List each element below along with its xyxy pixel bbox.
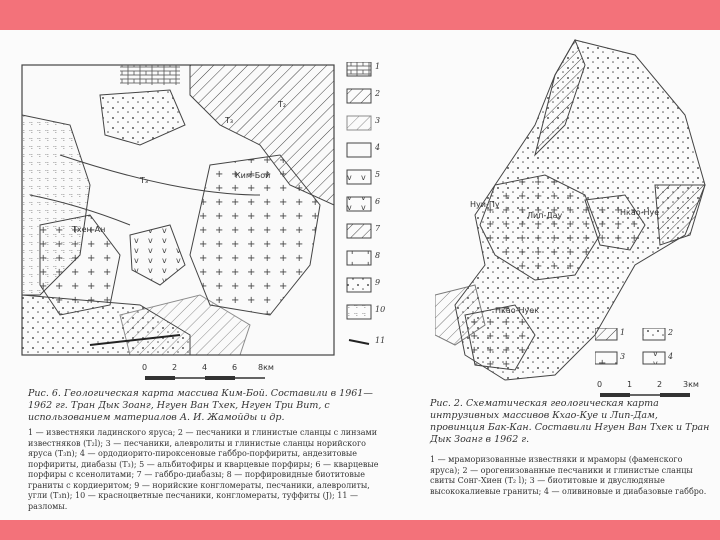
legend-num-11: 11: [375, 336, 386, 345]
right-scale-2: 2: [657, 380, 663, 389]
legend-num-9: 9: [375, 278, 381, 287]
label-nkao-nue: Нкао-Нуе: [620, 208, 660, 217]
label-t3-b: T₃: [140, 176, 149, 185]
left-scale-4: 4: [202, 363, 208, 372]
label-t3-a: T₃: [225, 116, 234, 125]
legend-num-6: 6: [375, 197, 381, 206]
legend-num-2: 2: [375, 89, 381, 98]
label-t2: T₂: [278, 100, 287, 109]
left-scale-8km: 8км: [258, 363, 274, 372]
right-caption-body: 1 — мраморизованные известняки и мраморы (фаменского яруса); 2 — орогенизованные песчаники и глинистые сланцы свиты Сонг-Хиен (T₂ l); 3 — биотитовые и двуслюдяные высококалиевые граниты; 4 — оливиновые и диабазовые габбро.: [430, 455, 707, 496]
left-scale-bar: [140, 360, 290, 388]
label-nkao-nuek: Нкао-Нуек: [495, 306, 540, 315]
legend-num-4: 4: [375, 143, 381, 152]
label-nui-pu: Нуи-Пу: [470, 200, 500, 209]
left-caption-title: Рис. 6. Геологическая карта массива Ким-Бой. Составили в 1961—1962 гг. Тран Дык Зоанг, Нгуен Ван Тхек, Нгуен Три Вит, с использованием материалов А. И. Жамойды и др.: [28, 388, 373, 423]
left-geologic-map: [20, 55, 340, 365]
legend-num-7: 7: [375, 224, 381, 233]
left-scale-2: 2: [172, 363, 178, 372]
label-txen-an: Тхен-Ан: [72, 225, 106, 234]
top-accent-bar: [0, 0, 720, 30]
legend-num-3: 3: [375, 116, 381, 125]
legend-num-5: 5: [375, 170, 381, 179]
right-legend-num-2: 2: [668, 328, 674, 337]
left-scale-6: 6: [232, 363, 238, 372]
right-legend: [595, 328, 695, 372]
left-scale-0: 0: [142, 363, 148, 372]
label-kim-boi: Ким-Бой: [235, 171, 271, 180]
label-lip-dav: Лип-Дау: [527, 211, 563, 220]
right-scale-0: 0: [597, 380, 603, 389]
right-legend-num-1: 1: [620, 328, 626, 337]
left-caption-body: 1 — известняки ладинского яруса; 2 — песчаники и глинистые сланцы с линзами известняков (T₂l); 3 — песчаники, алевролиты и глинистые сланцы норийского яруса (T₃n); 4 — ордодиорито-пироксеновые габбро-порфириты, андезитовые порфириты, диабазы (T₃); 5 — альбитофиры и кварцевые порфиры; 6 — кварцевые порфиры с ксенолитами; 7 — габбро-диабазы; 8 — порфировидные биотитовые граниты с кордиеритом; 9 — норийские конгломераты, песчаники, алевролиты, угли (T₃n); 10 — красноцветные песчаники, конгломераты, туффиты (J); 11 — разломы.: [28, 428, 379, 511]
legend-num-8: 8: [375, 251, 381, 260]
right-legend-num-3: 3: [620, 352, 626, 361]
right-caption-title: Рис. 2. Схематическая геологическая карта интрузивных массивов Кхао-Куе и Лип-Дам, провинция Бак-Кан. Составили Нгуен Ван Тхек и Тран Дык Зоанг в 1962 г.: [430, 398, 710, 445]
legend-num-10: 10: [375, 305, 386, 314]
legend-num-1: 1: [375, 62, 381, 71]
right-scale-3km: 3км: [683, 380, 699, 389]
right-legend-num-4: 4: [668, 352, 674, 361]
right-scale-1: 1: [627, 380, 633, 389]
bottom-accent-bar: [0, 520, 720, 540]
